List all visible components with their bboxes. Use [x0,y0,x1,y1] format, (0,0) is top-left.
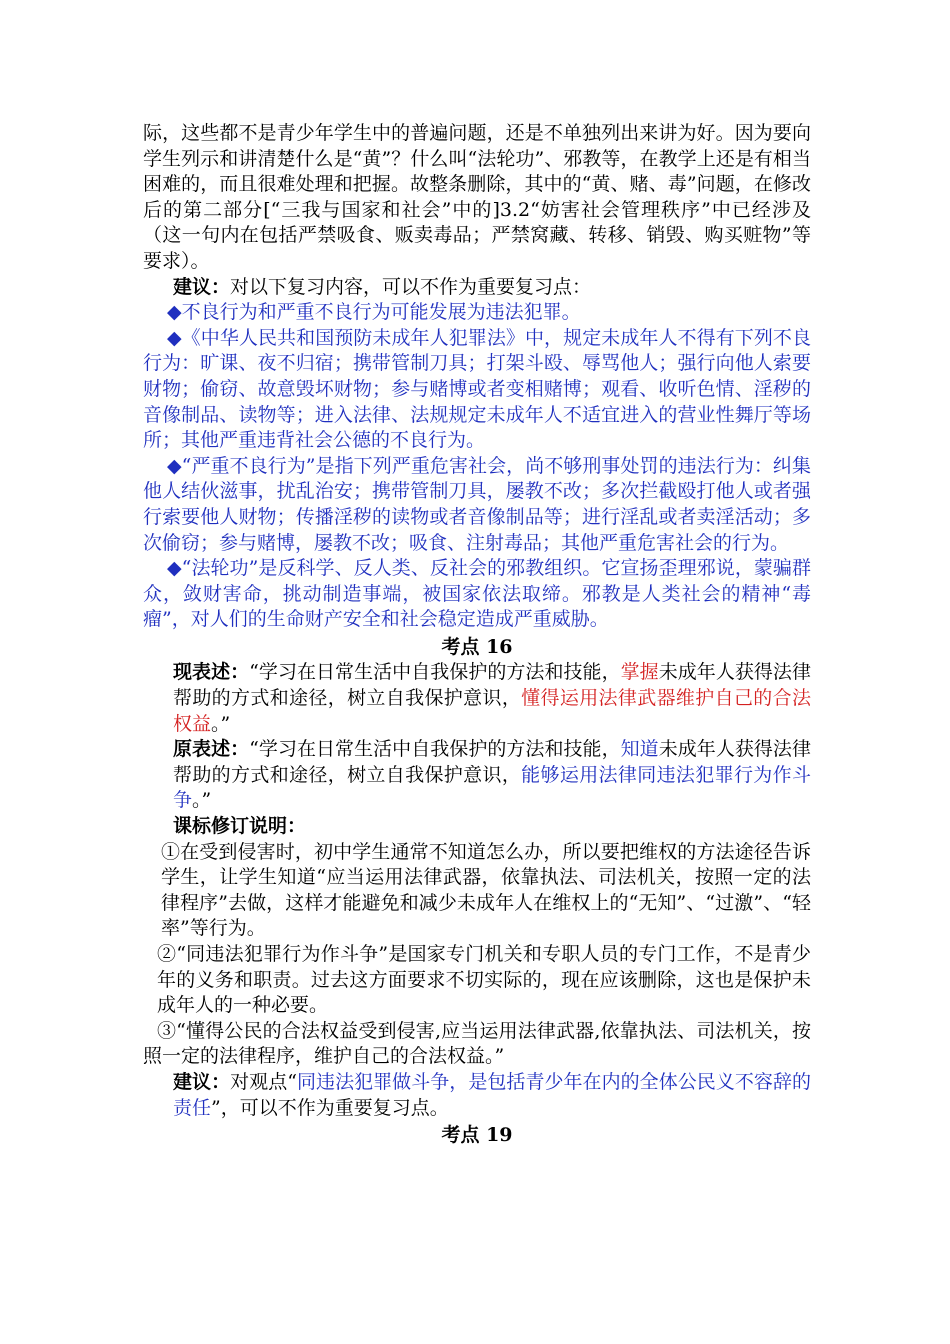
suggestion-text: 对以下复习内容，可以不作为重要复习点： [230,275,592,298]
current-statement-highlight: 懂得运用法律武器维护自己的合法权益 [173,687,811,735]
current-statement-text: “学习在日常生活中自我保护的方法和技能， [249,661,621,684]
original-statement-highlight: 知道 [620,738,659,761]
suggestion-paragraph-1 [143,275,811,301]
section-heading-16: 考点 16 [441,635,513,658]
suggestion-highlight: 同违法犯罪做斗争，是包括青少年在内的全体公民义不容辞的责任 [173,1070,811,1119]
bullet-item-4: ◆“法轮功”是反科学、反人类、反社会的邪教组织。它宣扬歪理邪说，蒙骗群众，敛财害命，挑动制造事端，被国家依法取缔。邪教是人类社会的精神“毒瘤”，对人们的生命财产安全和社会稳定造成严重威胁。 [143,557,811,631]
bullet-item-2: ◆《中华人民共和国预防未成年人犯罪法》中，规定未成年人不得有下列不良行为：旷课、夜不归宿；携带管制刀具；打架斗殴、辱骂他人；强行向他人索要财物；偷窃、故意毁坏财物；参与赌博或者变相赌博；观看、收听色情、淫秽的音像制品、读物等；进入法律、法规规定未成年人不适宜进入的营业性舞厅等场所；其他严重违背社会公德的不良行为。 [143,326,811,452]
original-statement [143,737,811,814]
document-body [143,121,811,1149]
current-statement-label: 现表述： [173,661,250,684]
revision-note-3: ③“懂得公民的合法权益受到侵害,应当运用法律武器,依靠执法、司法机关，按照一定的法律程序，维护自己的合法权益。” [143,1019,811,1068]
suggestion-label: 建议： [173,275,231,298]
original-statement-highlight: 能够运用法律同违法犯罪行为作斗争 [173,763,811,812]
current-statement-highlight: 掌握 [620,661,659,684]
suggestion-paragraph-2 [143,1070,811,1121]
suggestion-text: ”，可以不作为重要复习点。 [211,1096,449,1119]
current-statement-text: 未成年人获得法律帮助的方式和途径，树立自我保护意识， [173,661,811,710]
current-statement [143,660,811,737]
original-statement-label: 原表述： [173,738,250,761]
original-statement-text: 未成年人获得法律帮助的方式和途径，树立自我保护意识， [173,738,811,786]
bullet-item-1: ◆不良行为和严重不良行为可能发展为违法犯罪。 [167,301,581,324]
revision-note-2: ②“同违法犯罪行为作斗争”是国家专门机关和专职人员的专门工作，不是青少年的义务和职责。过去这方面要求不切实际的，现在应该删除，这也是保护未成年人的一种必要。 [157,943,811,1017]
original-statement-text: 。” [192,789,212,812]
revision-note-1: ①在受到侵害时，初中学生通常不知道怎么办，所以要把维权的方法途径告诉学生，让学生知道“应当运用法律武器，依靠执法、司法机关，按照一定的法律程序”去做，这样才能避免和减少未成年人在维权上的“无知”、“过激”、“轻率”等行为。 [161,840,811,940]
revision-notes-label: 课标修订说明： [173,815,307,838]
bullet-item-3: ◆“严重不良行为”是指下列严重危害社会，尚不够刑事处罚的违法行为：纠集他人结伙滋事，扰乱治安；携带管制刀具，屡教不改；多次拦截殴打他人或者强行索要他人财物；传播淫秽的读物或者音像制品等；进行淫乱或者卖淫活动；多次偷窃；参与赌博，屡教不改；吸食、注射毒品；其他严重危害社会的行为。 [143,454,811,554]
original-statement-text: “学习在日常生活中自我保护的方法和技能， [249,738,621,761]
current-statement-text: 。” [211,712,231,735]
suggestion-text: 对观点“ [230,1070,297,1093]
suggestion-label: 建议： [173,1070,231,1093]
intro-paragraph: 际，这些都不是青少年学生中的普遍问题，还是不单独列出来讲为好。因为要向学生列示和讲清楚什么是“黄”？什么叫“法轮功”、邪教等，在教学上还是有相当困难的，而且很难处理和把握。故整条删除，其中的“黄、赌、毒”问题，在修改后的第二部分[“三我与国家和社会”中的]3.2“妨害社会管理秩序”中已经涉及（这一句内在包括严禁吸食、贩卖毒品；严禁窝藏、转移、销毁、购买赃物”等要求）。 [143,122,811,272]
section-heading-19: 考点 19 [441,1124,513,1147]
